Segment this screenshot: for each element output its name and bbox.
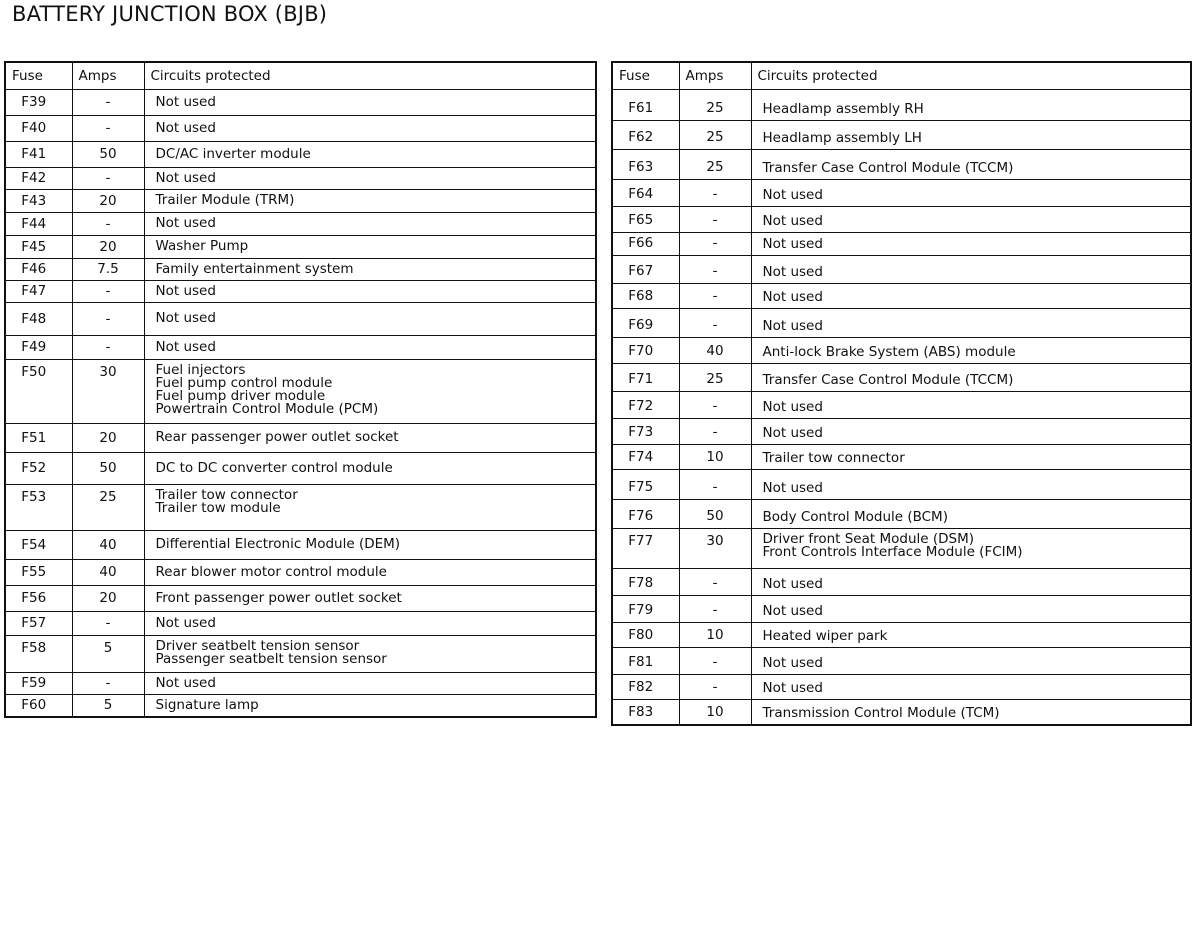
amp-rating: - [679, 674, 751, 699]
fuse-number: F49 [5, 335, 72, 359]
fuse-number: F76 [612, 499, 679, 528]
fuse-table-right [611, 61, 1192, 726]
table-row [5, 694, 596, 717]
table-row [612, 444, 1191, 469]
amp-rating: - [679, 418, 751, 444]
fuse-number: F39 [5, 89, 72, 115]
fuse-number: F77 [612, 528, 679, 568]
circuit-description: Not used [751, 232, 1191, 255]
fuse-number: F82 [612, 674, 679, 699]
circuit-description: Not used [751, 179, 1191, 206]
amp-rating: 7.5 [72, 258, 144, 280]
circuit-description: Signature lamp [144, 694, 596, 717]
amp-rating: 50 [72, 141, 144, 167]
amp-rating: 40 [72, 559, 144, 585]
amp-rating: 20 [72, 235, 144, 258]
circuit-description: Rear passenger power outlet socket [144, 423, 596, 452]
table-row [5, 335, 596, 359]
amp-rating: - [72, 115, 144, 141]
circuit-description: Body Control Module (BCM) [751, 499, 1191, 528]
circuit-description: Not used [751, 391, 1191, 418]
table-header-row [5, 62, 596, 89]
fuse-number: F56 [5, 585, 72, 611]
amp-rating: 50 [679, 499, 751, 528]
amp-rating: 10 [679, 622, 751, 647]
table-row [5, 672, 596, 694]
amp-rating: - [72, 212, 144, 235]
fuse-number: F68 [612, 283, 679, 308]
amp-rating: - [72, 672, 144, 694]
table-row [612, 149, 1191, 179]
amp-rating: 30 [72, 359, 144, 423]
table-row [5, 280, 596, 302]
table-row [612, 206, 1191, 232]
fuse-number: F42 [5, 167, 72, 189]
circuit-description: Not used [144, 115, 596, 141]
table-row [612, 391, 1191, 418]
table-row [5, 235, 596, 258]
table-row [5, 89, 596, 115]
table-header-row [612, 62, 1191, 89]
amp-rating: 25 [679, 149, 751, 179]
circuit-description: Not used [144, 167, 596, 189]
amp-rating: 50 [72, 452, 144, 484]
table-row [612, 179, 1191, 206]
fuse-number: F53 [5, 484, 72, 530]
circuit-description: Washer Pump [144, 235, 596, 258]
table-row [5, 484, 596, 530]
amp-rating: - [72, 335, 144, 359]
fuse-number: F60 [5, 694, 72, 717]
fuse-number: F43 [5, 189, 72, 212]
amp-rating: - [679, 283, 751, 308]
page-title: BATTERY JUNCTION BOX (BJB) [12, 2, 328, 26]
table-row [5, 635, 596, 672]
table-row [5, 141, 596, 167]
table-row [5, 115, 596, 141]
circuit-description: Trailer tow connector [751, 444, 1191, 469]
circuit-description: Not used [751, 595, 1191, 622]
header-circuits: Circuits protected [751, 62, 1191, 89]
amp-rating: 10 [679, 444, 751, 469]
amp-rating: - [72, 89, 144, 115]
table-row [5, 559, 596, 585]
fuse-number: F79 [612, 595, 679, 622]
table-row [612, 120, 1191, 149]
circuit-description: Trailer Module (TRM) [144, 189, 596, 212]
circuit-description: Not used [751, 647, 1191, 674]
amp-rating: - [679, 391, 751, 418]
table-row [612, 363, 1191, 391]
amp-rating: 25 [679, 89, 751, 120]
circuit-description: Rear blower motor control module [144, 559, 596, 585]
table-row [612, 337, 1191, 363]
amp-rating: - [679, 469, 751, 499]
circuit-description: Not used [144, 89, 596, 115]
amp-rating: - [679, 647, 751, 674]
fuse-number: F72 [612, 391, 679, 418]
fuse-number: F41 [5, 141, 72, 167]
fuse-number: F65 [612, 206, 679, 232]
fuse-number: F83 [612, 699, 679, 725]
circuit-description: Transfer Case Control Module (TCCM) [751, 149, 1191, 179]
table-row [612, 499, 1191, 528]
circuit-description: Driver front Seat Module (DSM) Front Controls Interface Module (FCIM) [751, 528, 1191, 568]
table-row [612, 232, 1191, 255]
table-row [612, 699, 1191, 725]
fuse-number: F59 [5, 672, 72, 694]
circuit-description: Not used [751, 469, 1191, 499]
amp-rating: - [679, 206, 751, 232]
header-fuse: Fuse [612, 62, 679, 89]
circuit-description: Differential Electronic Module (DEM) [144, 530, 596, 559]
circuit-description: Not used [144, 672, 596, 694]
fuse-number: F57 [5, 611, 72, 635]
table-row [5, 611, 596, 635]
fuse-number: F73 [612, 418, 679, 444]
table-row [612, 418, 1191, 444]
circuit-description: Transfer Case Control Module (TCCM) [751, 363, 1191, 391]
amp-rating: - [679, 255, 751, 283]
amp-rating: - [679, 308, 751, 337]
amp-rating: 25 [72, 484, 144, 530]
amp-rating: 25 [679, 363, 751, 391]
fuse-number: F47 [5, 280, 72, 302]
amp-rating: - [72, 611, 144, 635]
circuit-description: Not used [751, 308, 1191, 337]
table-row [5, 189, 596, 212]
amp-rating: 30 [679, 528, 751, 568]
table-row [612, 283, 1191, 308]
circuit-description: Heated wiper park [751, 622, 1191, 647]
circuit-description: Not used [144, 302, 596, 335]
table-row [5, 530, 596, 559]
circuit-description: Headlamp assembly LH [751, 120, 1191, 149]
amp-rating: - [72, 302, 144, 335]
table-row [612, 674, 1191, 699]
fuse-number: F45 [5, 235, 72, 258]
circuit-description: DC/AC inverter module [144, 141, 596, 167]
circuit-description: Not used [144, 280, 596, 302]
circuit-description: Not used [751, 283, 1191, 308]
circuit-description: Not used [751, 255, 1191, 283]
table-row [5, 423, 596, 452]
amp-rating: 5 [72, 694, 144, 717]
table-row [612, 255, 1191, 283]
amp-rating: - [679, 595, 751, 622]
table-row [5, 359, 596, 423]
table-row [612, 647, 1191, 674]
circuit-description: Front passenger power outlet socket [144, 585, 596, 611]
fuse-number: F55 [5, 559, 72, 585]
circuit-description: Not used [144, 335, 596, 359]
fuse-number: F71 [612, 363, 679, 391]
fuse-number: F66 [612, 232, 679, 255]
fuse-number: F58 [5, 635, 72, 672]
circuit-description: DC to DC converter control module [144, 452, 596, 484]
table-row [5, 585, 596, 611]
circuit-description: Transmission Control Module (TCM) [751, 699, 1191, 725]
header-circuits: Circuits protected [144, 62, 596, 89]
header-amps: Amps [72, 62, 144, 89]
table-row [612, 308, 1191, 337]
circuit-description: Family entertainment system [144, 258, 596, 280]
fuse-number: F78 [612, 568, 679, 595]
fuse-number: F52 [5, 452, 72, 484]
fuse-number: F63 [612, 149, 679, 179]
fuse-number: F80 [612, 622, 679, 647]
amp-rating: - [679, 179, 751, 206]
fuse-number: F48 [5, 302, 72, 335]
fuse-number: F62 [612, 120, 679, 149]
amp-rating: 40 [679, 337, 751, 363]
circuit-description: Fuel injectors Fuel pump control module Fuel pump driver module Powertrain Control Module (PCM) [144, 359, 596, 423]
amp-rating: - [679, 568, 751, 595]
circuit-description: Not used [751, 418, 1191, 444]
table-row [5, 167, 596, 189]
table-row [612, 595, 1191, 622]
table-row [5, 212, 596, 235]
fuse-number: F54 [5, 530, 72, 559]
table-row [612, 568, 1191, 595]
amp-rating: 20 [72, 585, 144, 611]
fuse-number: F44 [5, 212, 72, 235]
amp-rating: 20 [72, 423, 144, 452]
fuse-number: F40 [5, 115, 72, 141]
amp-rating: 40 [72, 530, 144, 559]
circuit-description: Trailer tow connector Trailer tow module [144, 484, 596, 530]
fuse-number: F74 [612, 444, 679, 469]
circuit-description: Not used [144, 611, 596, 635]
fuse-number: F81 [612, 647, 679, 674]
fuse-number: F69 [612, 308, 679, 337]
fuse-table-left [4, 61, 597, 718]
circuit-description: Headlamp assembly RH [751, 89, 1191, 120]
circuit-description: Driver seatbelt tension sensor Passenger seatbelt tension sensor [144, 635, 596, 672]
fuse-number: F70 [612, 337, 679, 363]
fuse-number: F75 [612, 469, 679, 499]
fuse-number: F61 [612, 89, 679, 120]
circuit-description: Not used [751, 568, 1191, 595]
circuit-description: Not used [751, 674, 1191, 699]
fuse-number: F50 [5, 359, 72, 423]
circuit-description: Anti-lock Brake System (ABS) module [751, 337, 1191, 363]
amp-rating: 10 [679, 699, 751, 725]
fuse-number: F67 [612, 255, 679, 283]
amp-rating: 20 [72, 189, 144, 212]
fuse-number: F64 [612, 179, 679, 206]
table-row [5, 302, 596, 335]
table-row [612, 89, 1191, 120]
table-row [5, 452, 596, 484]
fuse-number: F51 [5, 423, 72, 452]
header-fuse: Fuse [5, 62, 72, 89]
amp-rating: - [72, 280, 144, 302]
amp-rating: 25 [679, 120, 751, 149]
table-row [612, 469, 1191, 499]
circuit-description: Not used [751, 206, 1191, 232]
amp-rating: 5 [72, 635, 144, 672]
table-row [612, 528, 1191, 568]
header-amps: Amps [679, 62, 751, 89]
table-row [5, 258, 596, 280]
circuit-description: Not used [144, 212, 596, 235]
amp-rating: - [679, 232, 751, 255]
fuse-number: F46 [5, 258, 72, 280]
amp-rating: - [72, 167, 144, 189]
table-row [612, 622, 1191, 647]
